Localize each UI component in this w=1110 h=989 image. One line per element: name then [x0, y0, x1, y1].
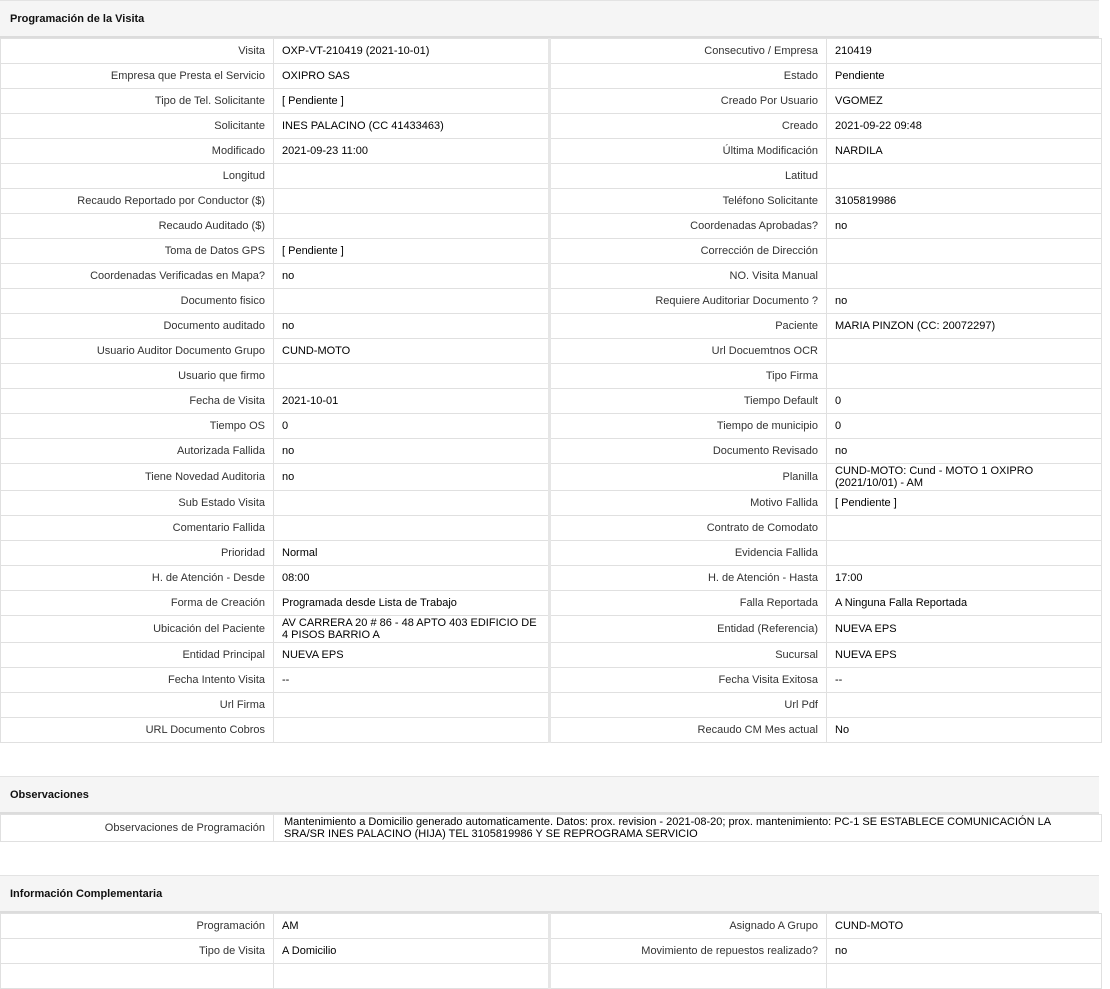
field-value [827, 964, 1102, 989]
table-row [1, 718, 1102, 743]
field-value: [ Pendiente ] [274, 239, 550, 264]
field-value: no [827, 439, 1102, 464]
field-value: INES PALACINO (CC 41433463) [274, 114, 550, 139]
field-label: NO. Visita Manual [550, 264, 827, 289]
field-label: Planilla [550, 464, 827, 491]
observaciones-label: Observaciones de Programación [1, 815, 274, 842]
table-row [1, 439, 1102, 464]
field-value [274, 964, 550, 989]
field-value: CUND-MOTO [274, 339, 550, 364]
section-title: Observaciones [10, 789, 89, 801]
table-row [1, 389, 1102, 414]
field-value [274, 289, 550, 314]
section-title: Información Complementaria [10, 888, 163, 900]
table-row [1, 591, 1102, 616]
table-row [1, 114, 1102, 139]
table-row [1, 668, 1102, 693]
field-value [274, 516, 550, 541]
field-value: Pendiente [827, 64, 1102, 89]
field-label: Falla Reportada [550, 591, 827, 616]
section-header-programacion [0, 0, 1099, 40]
field-value: 0 [827, 414, 1102, 439]
field-label: Documento auditado [1, 314, 274, 339]
field-label: Coordenadas Verificadas en Mapa? [1, 264, 274, 289]
field-label: Programación [1, 914, 274, 939]
field-label: Creado Por Usuario [550, 89, 827, 114]
field-label: Tipo de Tel. Solicitante [1, 89, 274, 114]
field-value: [ Pendiente ] [274, 89, 550, 114]
table-row [1, 516, 1102, 541]
field-value [827, 239, 1102, 264]
field-value [274, 164, 550, 189]
field-label: Tiempo de municipio [550, 414, 827, 439]
table-row [1, 164, 1102, 189]
field-value: AV CARRERA 20 # 86 - 48 APTO 403 EDIFICIO DE 4 PISOS BARRIO A [274, 616, 550, 643]
field-label: Coordenadas Aprobadas? [550, 214, 827, 239]
field-value: 17:00 [827, 566, 1102, 591]
field-label [1, 964, 274, 989]
visit-details-table [0, 38, 1102, 743]
table-row [1, 464, 1102, 491]
field-value: A Ninguna Falla Reportada [827, 591, 1102, 616]
field-label: Longitud [1, 164, 274, 189]
field-label: Documento fisico [1, 289, 274, 314]
field-label: H. de Atención - Desde [1, 566, 274, 591]
field-label: Tipo Firma [550, 364, 827, 389]
table-row [1, 914, 1102, 939]
field-label: Teléfono Solicitante [550, 189, 827, 214]
complementaria-table [0, 913, 1102, 989]
field-value: 210419 [827, 39, 1102, 64]
field-label: Asignado A Grupo [550, 914, 827, 939]
field-label: Motivo Fallida [550, 491, 827, 516]
table-row [1, 314, 1102, 339]
field-label: Estado [550, 64, 827, 89]
table-row [1, 64, 1102, 89]
table-row [1, 214, 1102, 239]
field-value: no [827, 214, 1102, 239]
field-value: OXIPRO SAS [274, 64, 550, 89]
field-label: Tiempo Default [550, 389, 827, 414]
field-value: no [827, 939, 1102, 964]
field-value [274, 693, 550, 718]
field-value [274, 214, 550, 239]
field-label: Última Modificación [550, 139, 827, 164]
field-label: Documento Revisado [550, 439, 827, 464]
field-label: Sucursal [550, 643, 827, 668]
field-value: VGOMEZ [827, 89, 1102, 114]
table-row [1, 491, 1102, 516]
field-value [827, 541, 1102, 566]
field-value [827, 693, 1102, 718]
field-value: Programada desde Lista de Trabajo [274, 591, 550, 616]
section-header-complementaria [0, 875, 1099, 915]
field-value: NARDILA [827, 139, 1102, 164]
field-label: Fecha Intento Visita [1, 668, 274, 693]
table-row [1, 339, 1102, 364]
table-row [1, 541, 1102, 566]
field-label: Toma de Datos GPS [1, 239, 274, 264]
field-value: 2021-10-01 [274, 389, 550, 414]
field-label: Modificado [1, 139, 274, 164]
field-label: Prioridad [1, 541, 274, 566]
field-label: H. de Atención - Hasta [550, 566, 827, 591]
field-label: Url Pdf [550, 693, 827, 718]
field-value: CUND-MOTO [827, 914, 1102, 939]
field-label: Evidencia Fallida [550, 541, 827, 566]
field-label: Autorizada Fallida [1, 439, 274, 464]
field-label: Tipo de Visita [1, 939, 274, 964]
field-value: 08:00 [274, 566, 550, 591]
field-label: Empresa que Presta el Servicio [1, 64, 274, 89]
observaciones-table [0, 814, 1102, 842]
field-value: -- [827, 668, 1102, 693]
field-label: Requiere Auditoriar Documento ? [550, 289, 827, 314]
observaciones-value: Mantenimiento a Domicilio generado automaticamente. Datos: prox. revision - 2021-08-20; prox. mantenimiento: PC-1 SE ESTABLECE COMUNICACIÓN LA SRA/SR INES PALACINO (HIJA) TEL 3105819986 Y SE REPROGRAMA SERVICIO [274, 815, 1102, 842]
field-label: Contrato de Comodato [550, 516, 827, 541]
field-value: A Domicilio [274, 939, 550, 964]
section-title: Programación de la Visita [10, 13, 145, 25]
field-value [274, 718, 550, 743]
table-row [1, 566, 1102, 591]
field-label: Fecha Visita Exitosa [550, 668, 827, 693]
table-row [1, 89, 1102, 114]
field-value: AM [274, 914, 550, 939]
field-value: NUEVA EPS [827, 643, 1102, 668]
field-label: URL Documento Cobros [1, 718, 274, 743]
field-label: Corrección de Dirección [550, 239, 827, 264]
field-label: Movimiento de repuestos realizado? [550, 939, 827, 964]
field-label: Creado [550, 114, 827, 139]
field-value: NUEVA EPS [827, 616, 1102, 643]
field-label: Tiempo OS [1, 414, 274, 439]
field-value: no [274, 264, 550, 289]
field-label: Usuario que firmo [1, 364, 274, 389]
field-label: Paciente [550, 314, 827, 339]
field-label: Forma de Creación [1, 591, 274, 616]
field-label: Visita [1, 39, 274, 64]
field-value: NUEVA EPS [274, 643, 550, 668]
field-label: Comentario Fallida [1, 516, 274, 541]
field-label: Recaudo Auditado ($) [1, 214, 274, 239]
field-label: Tiene Novedad Auditoria [1, 464, 274, 491]
field-value [274, 364, 550, 389]
field-value [827, 264, 1102, 289]
field-value: No [827, 718, 1102, 743]
field-label: Url Firma [1, 693, 274, 718]
field-value: 3105819986 [827, 189, 1102, 214]
field-value: 2021-09-22 09:48 [827, 114, 1102, 139]
field-label: Entidad Principal [1, 643, 274, 668]
field-label: Sub Estado Visita [1, 491, 274, 516]
field-value: no [274, 439, 550, 464]
field-label: Solicitante [1, 114, 274, 139]
field-label: Recaudo CM Mes actual [550, 718, 827, 743]
field-label [550, 964, 827, 989]
field-label: Usuario Auditor Documento Grupo [1, 339, 274, 364]
table-row [1, 139, 1102, 164]
field-value: no [827, 289, 1102, 314]
table-row [1, 964, 1102, 989]
table-row [1, 939, 1102, 964]
field-value [827, 164, 1102, 189]
table-row [1, 616, 1102, 643]
field-value: 0 [274, 414, 550, 439]
table-row [1, 239, 1102, 264]
field-value: 2021-09-23 11:00 [274, 139, 550, 164]
field-label: Recaudo Reportado por Conductor ($) [1, 189, 274, 214]
field-label: Consecutivo / Empresa [550, 39, 827, 64]
section-header-observaciones [0, 776, 1099, 816]
field-value: no [274, 464, 550, 491]
field-value: 0 [827, 389, 1102, 414]
field-value [827, 516, 1102, 541]
table-row [1, 643, 1102, 668]
table-row [1, 364, 1102, 389]
field-value [827, 339, 1102, 364]
field-label: Ubicación del Paciente [1, 616, 274, 643]
table-row [1, 289, 1102, 314]
field-label: Url Docuemtnos OCR [550, 339, 827, 364]
field-value: CUND-MOTO: Cund - MOTO 1 OXIPRO (2021/10/01) - AM [827, 464, 1102, 491]
field-value: OXP-VT-210419 (2021-10-01) [274, 39, 550, 64]
table-row [1, 264, 1102, 289]
table-row [1, 414, 1102, 439]
field-value: MARIA PINZON (CC: 20072297) [827, 314, 1102, 339]
field-label: Latitud [550, 164, 827, 189]
field-value [827, 364, 1102, 389]
table-row [1, 189, 1102, 214]
field-value [274, 189, 550, 214]
field-label: Fecha de Visita [1, 389, 274, 414]
table-row [1, 693, 1102, 718]
field-value [274, 491, 550, 516]
table-row [1, 815, 1102, 842]
table-row [1, 39, 1102, 64]
field-value: Normal [274, 541, 550, 566]
field-label: Entidad (Referencia) [550, 616, 827, 643]
field-value: no [274, 314, 550, 339]
field-value: -- [274, 668, 550, 693]
field-value: [ Pendiente ] [827, 491, 1102, 516]
